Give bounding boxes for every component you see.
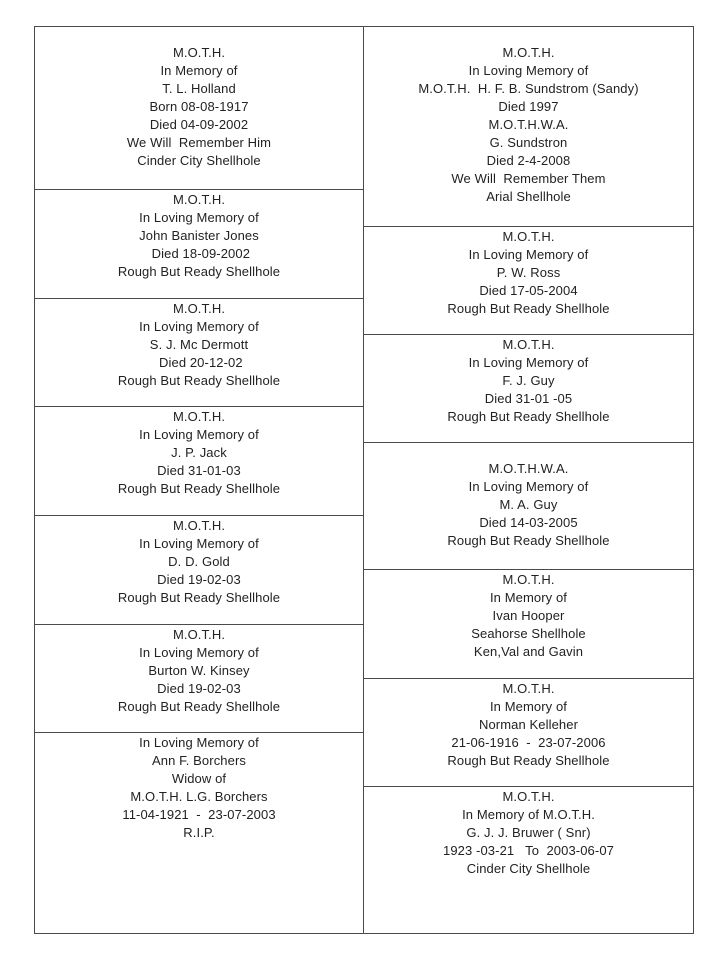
memorial-entry-jack xyxy=(35,407,363,516)
entry-line: M.O.T.H.W.A. xyxy=(488,461,569,476)
entry-line: Rough But Ready Shellhole xyxy=(117,590,281,605)
memorial-entry-kinsey xyxy=(35,625,363,733)
entry-line: M.O.T.H. xyxy=(172,518,226,533)
entry-line: Cinder City Shellhole xyxy=(137,153,261,168)
entry-line: G. Sundstron xyxy=(489,135,568,150)
entry-line: In Loving Memory of xyxy=(468,63,589,78)
memorial-entry-mcdermott xyxy=(35,299,363,407)
memorial-entry-fj-guy xyxy=(364,335,693,443)
entry-line: Widow of xyxy=(171,771,227,786)
entry-line: In Loving Memory of xyxy=(468,355,589,370)
entry-line: M.O.T.H. xyxy=(502,572,555,587)
memorial-entry-jones xyxy=(35,190,363,299)
entry-line: Rough But Ready Shellhole xyxy=(447,533,610,548)
entry-line: In Loving Memory of xyxy=(139,645,259,660)
memorial-entry-borchers xyxy=(35,733,363,933)
entry-line: Died 04-09-2002 xyxy=(149,117,249,132)
entry-line: Died 18-09-2002 xyxy=(147,246,251,261)
entry-line: Died 31-01 -05 xyxy=(484,391,573,406)
entry-line: Rough But Ready Shellhole xyxy=(117,699,281,714)
entry-line: P. W. Ross xyxy=(496,265,561,280)
entry-line: Died 1997 xyxy=(498,99,559,114)
entry-line: G. J. J. Bruwer ( Snr) xyxy=(466,825,591,840)
entry-line: Born 08-08-1917 xyxy=(149,99,249,114)
entry-line: Rough But Ready Shellhole xyxy=(447,409,610,424)
entry-line: In Memory of M.O.T.H. xyxy=(462,807,595,822)
entry-line: M.O.T.H. xyxy=(172,301,226,316)
entry-line: 21-06-1916 - 23-07-2006 xyxy=(451,735,606,750)
entry-line: Rough But Ready Shellhole xyxy=(447,753,610,768)
entry-line: Died 20-12-02 xyxy=(155,355,243,370)
entry-line: Norman Kelleher xyxy=(478,717,579,732)
entry-line: We Will Remember Him xyxy=(126,135,272,150)
entry-line: 11-04-1921 - 23-07-2003 xyxy=(122,807,276,822)
entry-line: 1923 -03-21 To 2003-06-07 xyxy=(443,843,614,858)
memorial-entry-sundstrom xyxy=(364,27,693,227)
entry-line: Ann F. Borchers xyxy=(152,753,246,768)
entry-line: Rough But Ready Shellhole xyxy=(117,373,281,388)
entry-line: M.O.T.H. xyxy=(502,229,555,244)
entry-line: Seahorse Shellhole xyxy=(471,626,586,641)
memorial-entry-bruwer xyxy=(364,787,693,933)
entry-line: M.O.T.H. xyxy=(172,409,226,424)
memorial-entry-holland xyxy=(35,27,363,190)
entry-line: In Memory of xyxy=(489,699,568,714)
memorial-entry-kelleher xyxy=(364,679,693,787)
entry-line: Died 17-05-2004 xyxy=(479,283,578,298)
entry-line: Rough But Ready Shellhole xyxy=(117,481,281,496)
entry-line: M.O.T.H. xyxy=(172,45,226,60)
entry-line: Died 14-03-2005 xyxy=(479,515,578,530)
entry-line: John Banister Jones xyxy=(139,228,259,243)
entry-line: In Loving Memory of xyxy=(468,247,589,262)
memorial-entry-ma-guy xyxy=(364,443,693,570)
entry-line: M.O.T.H. xyxy=(502,681,555,696)
entry-line: M. A. Guy xyxy=(499,497,558,512)
entry-line: M.O.T.H. xyxy=(502,45,555,60)
entry-line: In Loving Memory of xyxy=(139,735,259,750)
entry-line: M.O.T.H. H. F. B. Sundstrom (Sandy) xyxy=(418,81,639,96)
entry-line: M.O.T.H.W.A. xyxy=(488,117,569,132)
memorial-entry-hooper xyxy=(364,570,693,679)
entry-line: J. P. Jack xyxy=(171,445,227,460)
entry-line: In Memory of xyxy=(489,590,568,605)
entry-line: Died 19-02-03 xyxy=(157,681,241,696)
entry-line: In Loving Memory of xyxy=(139,427,259,442)
memorial-entry-gold xyxy=(35,516,363,625)
entry-line: Burton W. Kinsey xyxy=(148,663,250,678)
entry-line: M.O.T.H. xyxy=(172,627,226,642)
entry-line: We Will Remember Them xyxy=(451,171,606,186)
memorial-entry-ross xyxy=(364,227,693,335)
entry-line: Ken,Val and Gavin xyxy=(473,644,584,659)
entry-line: In Memory of xyxy=(160,63,238,78)
entry-line: In Loving Memory of xyxy=(139,319,259,334)
entry-line: In Loving Memory of xyxy=(139,210,259,225)
entry-line: In Loving Memory of xyxy=(468,479,589,494)
entry-line: Arial Shellhole xyxy=(486,189,571,204)
entry-line: M.O.T.H. xyxy=(172,192,226,207)
entry-line: T. L. Holland xyxy=(162,81,236,96)
entry-line: Died 19-02-03 xyxy=(157,572,241,587)
entry-line: S. J. Mc Dermott xyxy=(149,337,249,352)
entry-line: M.O.T.H. xyxy=(502,337,555,352)
entry-line: Died 31-01-03 xyxy=(157,463,241,478)
entry-line: M.O.T.H. xyxy=(502,789,555,804)
entry-line: D. D. Gold xyxy=(168,554,230,569)
entry-line: Rough But Ready Shellhole xyxy=(447,301,610,316)
entry-line: Cinder City Shellhole xyxy=(466,861,591,876)
entry-line: In Loving Memory of xyxy=(139,536,259,551)
entry-line: R.I.P. xyxy=(183,825,215,840)
entry-line: Died 2-4-2008 xyxy=(486,153,571,168)
entry-line: Rough But Ready Shellhole xyxy=(117,264,281,279)
entry-line: F. J. Guy xyxy=(502,373,555,388)
entry-line: Ivan Hooper xyxy=(492,608,565,623)
entry-line: M.O.T.H. L.G. Borchers xyxy=(130,789,268,804)
